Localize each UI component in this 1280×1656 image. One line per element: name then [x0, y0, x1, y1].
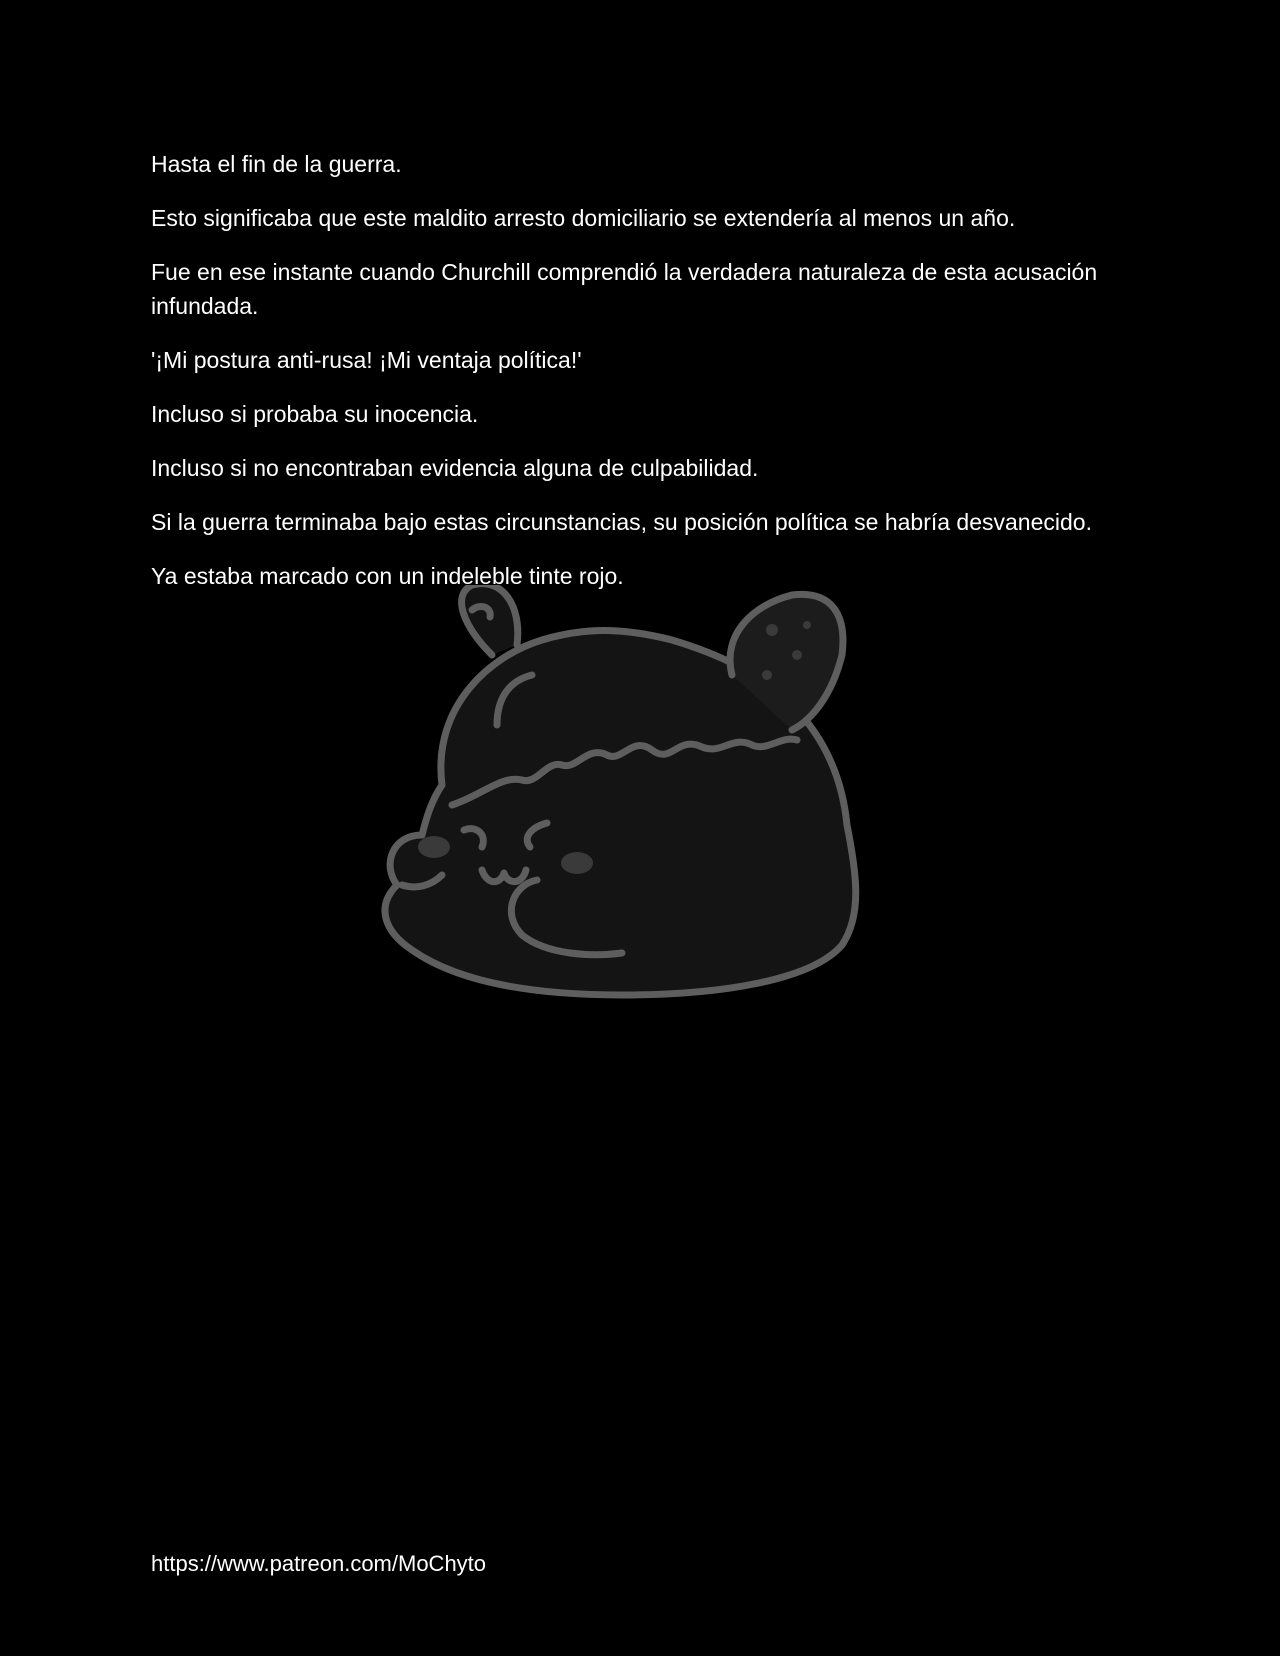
sleeping-blob-creature-icon — [372, 585, 912, 1055]
paragraph: Ya estaba marcado con un indeleble tinte rojo. — [151, 563, 624, 589]
paragraph: Incluso si no encontraban evidencia alguna de culpabilidad. — [151, 455, 759, 481]
patreon-link[interactable]: https://www.patreon.com/MoChyto — [151, 1551, 487, 1576]
story-text — [151, 147, 1131, 613]
paragraph: Esto significaba que este maldito arresto domiciliario se extendería al menos un año. — [151, 205, 1016, 231]
paragraph: Hasta el fin de la guerra. — [151, 151, 402, 177]
paragraph: Si la guerra terminaba bajo estas circunstancias, su posición política se habría desvanecido. — [151, 509, 1092, 535]
paragraph: Fue en ese instante cuando Churchill comprendió la verdadera naturaleza de esta acusación infundada. — [151, 259, 1098, 319]
paragraph: '¡Mi postura anti-rusa! ¡Mi ventaja política!' — [151, 347, 582, 373]
paragraph: Incluso si probaba su inocencia. — [151, 401, 479, 427]
